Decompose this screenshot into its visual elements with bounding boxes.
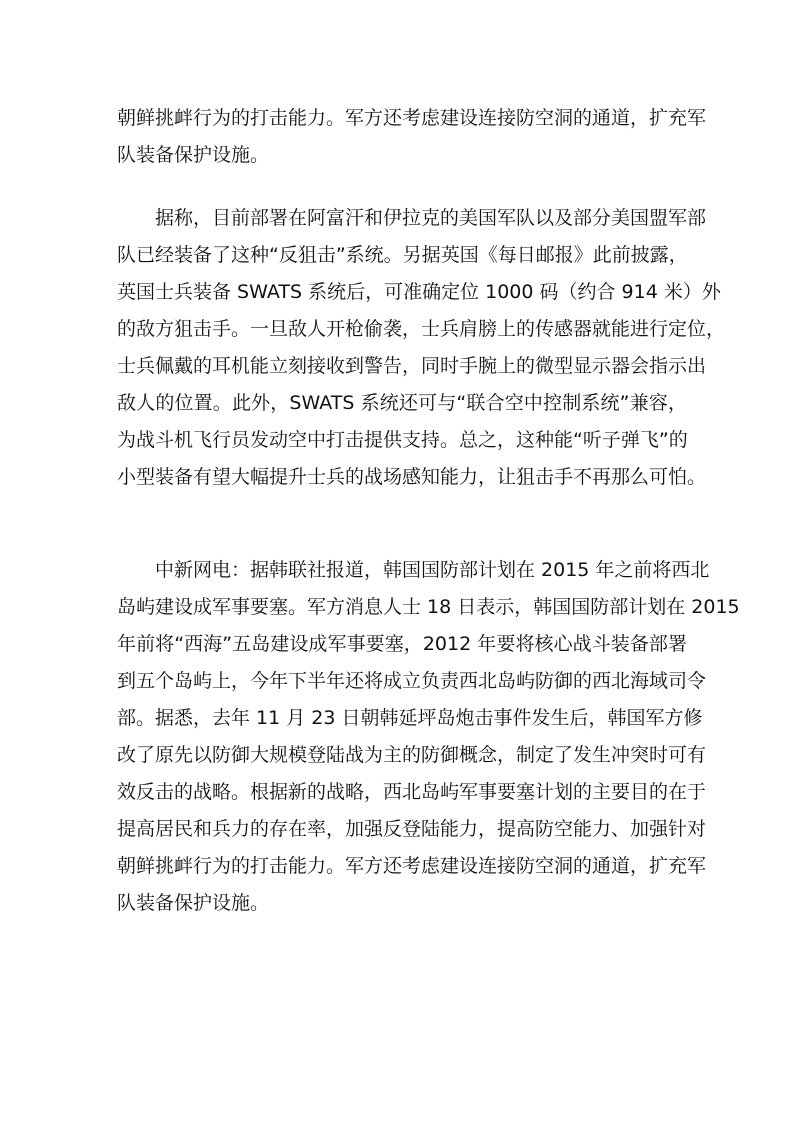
text-line: 岛屿建设成军事要塞。军方消息人士 18 日表示，韩国国防部计划在 2015 [117,596,740,618]
paragraph-continuation [117,100,707,174]
text-line: 提高居民和兵力的存在率，加强反登陆能力，提高防空能力、加强针对 [117,818,707,840]
text-line: 为战斗机飞行员发动空中打击提供支持。总之，这种能“听子弹飞”的 [117,429,688,451]
paragraph-korea-news [117,552,740,922]
text-line: 队装备保护设施。 [117,144,270,166]
text-line: 队装备保护设施。 [117,892,270,914]
text-line: 改了原先以防御大规模登陆战为主的防御概念，制定了发生冲突时可有 [117,744,707,766]
text-line: 队已经装备了这种“反狙击”系统。另据英国《每日邮报》此前披露， [117,244,688,266]
paragraph-swats [117,200,726,496]
text-line: 朝鲜挑衅行为的打击能力。军方还考虑建设连接防空洞的通道，扩充军 [117,107,707,129]
text-line: 到五个岛屿上，今年下半年还将成立负责西北岛屿防御的西北海域司令 [117,670,707,692]
text-line: 士兵佩戴的耳机能立刻接收到警告，同时手腕上的微型显示器会指示出 [117,355,707,377]
text-line: 部。据悉，去年 11 月 23 日朝韩延坪岛炮击事件发生后，韩国军方修 [117,707,703,729]
text-line: 敌人的位置。此外，SWATS 系统还可与“联合空中控制系统”兼容， [117,392,687,414]
text-line: 中新网电：据韩联社报道，韩国国防部计划在 2015 年之前将西北 [155,559,710,581]
text-line: 年前将“西海”五岛建设成军事要塞，2012 年要将核心战斗装备部署 [117,633,687,655]
text-line: 朝鲜挑衅行为的打击能力。军方还考虑建设连接防空洞的通道，扩充军 [117,855,707,877]
text-line: 据称，目前部署在阿富汗和伊拉克的美国军队以及部分美国盟军部 [155,207,707,229]
text-line: 英国士兵装备 SWATS 系统后，可准确定位 1000 码（约合 914 米）外 [117,281,721,303]
text-line: 的敌方狙击手。一旦敌人开枪偷袭，士兵肩膀上的传感器就能进行定位， [117,318,726,340]
text-line: 效反击的战略。根据新的战略，西北岛屿军事要塞计划的主要目的在于 [117,781,707,803]
text-line: 小型装备有望大幅提升士兵的战场感知能力，让狙击手不再那么可怕。 [117,466,707,488]
